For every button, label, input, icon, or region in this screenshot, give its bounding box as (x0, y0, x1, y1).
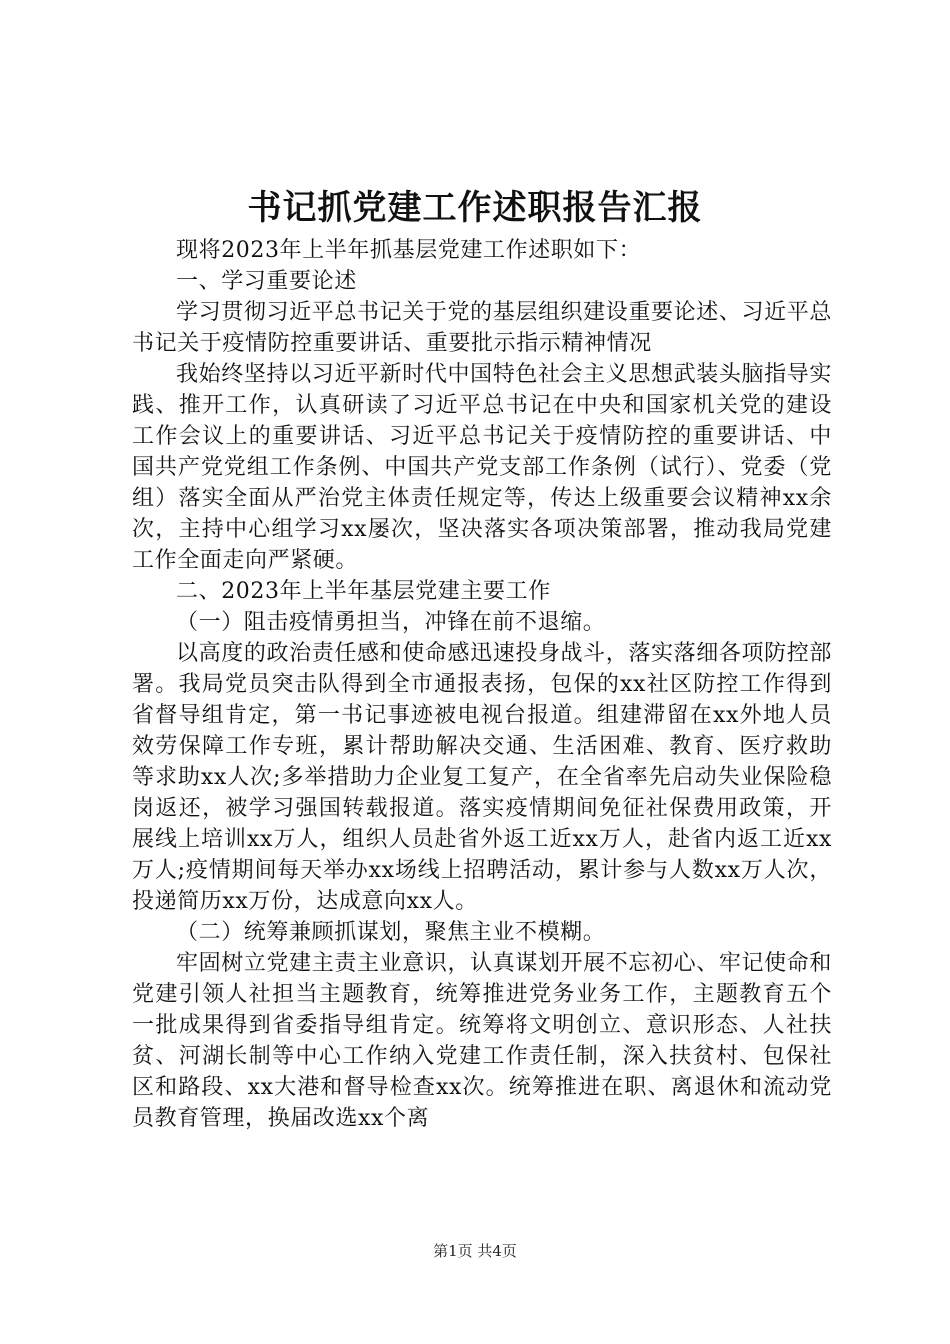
section-heading-1: 一、学习重要论述 (176, 269, 357, 294)
paragraph-intro: 现将2023年上半年抓基层党建工作述职如下： (176, 238, 642, 263)
paragraph-study-detail: 我始终坚持以习近平新时代中国特色社会主义思想武装头脑指导实践、推开工作，认真研读了习近平总书记在中央和国家机关党的建设工作会议上的重要讲话、习近平总书记关于疫情防控的重要讲话、中国共产党党组工作条例、中国共产党支部工作条例（试行）、党委（党组）落实全面从严治党主体责任规定等，传达上级重要会议精神xx余次，主持中心组学习xx屡次，坚决落实各项决策部署，推动我局党建工作全面走向严紧硬。 (132, 362, 832, 573)
page-number-footer: 第1页 共4页 (433, 1242, 517, 1260)
paragraph-epidemic-response: 以高度的政治责任感和使命感迅速投身战斗，落实落细各项防控部署。我局党员突击队得到全市通报表扬，包保的xx社区防控工作得到省督导组肯定，第一书记事迹被电视台报道。组建滞留在xx外地人员效劳保障工作专班，累计帮助解决交通、生活困难、教育、医疗救助等求助xx人次;多举措助力企业复工复产，在全省率先启动失业保险稳岗返还，被学习强国转载报道。落实疫情期间免征社保费用政策，开展线上培训xx万人，组织人员赴省外返工近xx万人，赴省内返工近xx万人;疫情期间每天举办xx场线上招聘活动，累计参与人数xx万人次，投递简历xx万份，达成意向xx人。 (132, 641, 832, 914)
document-title: 书记抓党建工作述职报告汇报 (247, 188, 703, 228)
paragraph-study-topic: 学习贯彻习近平总书记关于党的基层组织建设重要论述、习近平总书记关于疫情防控重要讲话、重要批示指示精神情况 (132, 300, 832, 356)
subsection-heading-2: （二）统筹兼顾抓谋划，聚焦主业不模糊。 (176, 920, 606, 945)
subsection-heading-1: （一）阻击疫情勇担当，冲锋在前不退缩。 (176, 610, 606, 635)
paragraph-overall-planning: 牢固树立党建主责主业意识，认真谋划开展不忘初心、牢记使命和党建引领人社担当主题教育，统筹推进党务业务工作，主题教育五个一批成果得到省委指导组肯定。统筹将文明创立、意识形态、人社扶贫、河湖长制等中心工作纳入党建工作责任制，深入扶贫村、包保社区和路段、xx大港和督导检查xx次。统筹推进在职、离退休和流动党员教育管理，换届改选xx个离 (132, 951, 832, 1131)
section-heading-2: 二、2023年上半年基层党建主要工作 (176, 579, 551, 604)
document-body (132, 235, 832, 1134)
